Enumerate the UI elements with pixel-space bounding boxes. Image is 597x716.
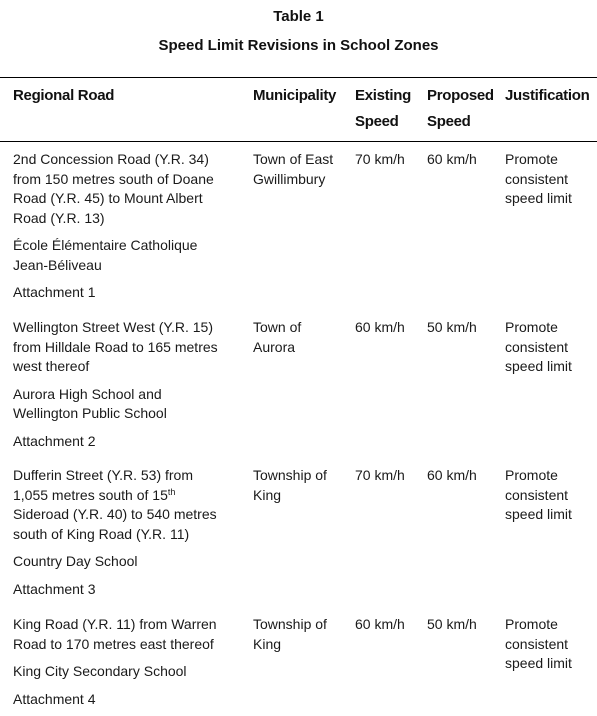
road-line: Road to 170 metres east thereof	[13, 635, 214, 652]
attachment-reference: Attachment 4	[13, 690, 96, 707]
school-line: École Élémentaire Catholique	[13, 237, 198, 253]
road-line: Sideroad (Y.R. 40) to 540 metres	[13, 506, 217, 522]
municipality-cell	[253, 150, 333, 189]
road-line: Wellington Street West (Y.R. 15)	[13, 319, 213, 335]
road-description	[13, 466, 249, 544]
justification-line: speed limit	[505, 358, 572, 374]
road-line: Road (Y.R. 13)	[13, 209, 105, 226]
municipality-line: King	[253, 486, 282, 503]
justification-cell	[505, 318, 572, 377]
justification-line: consistent	[505, 486, 569, 503]
header-bottom-rule	[0, 141, 597, 142]
municipality-cell	[253, 318, 301, 357]
proposed-speed-cell: 50 km/h	[427, 319, 477, 335]
header-proposed-speed	[427, 83, 494, 135]
table-caption: Speed Limit Revisions in School Zones	[158, 37, 439, 54]
proposed-speed-cell: 60 km/h	[427, 467, 477, 483]
municipality-line: King	[253, 635, 282, 652]
justification-line: Promote	[505, 467, 558, 483]
road-line	[13, 486, 249, 506]
municipality-line: Town of	[253, 319, 302, 335]
existing-speed-cell: 70 km/h	[355, 467, 405, 483]
justification-line: consistent	[505, 338, 569, 355]
municipality-line: Gwillimbury	[253, 170, 326, 187]
road-line-text: 1,055 metres south of 15	[13, 486, 168, 503]
header-top-rule	[0, 77, 597, 78]
school-line: Wellington Public School	[13, 405, 167, 421]
header-municipality: Municipality	[253, 87, 337, 104]
road-description	[13, 318, 249, 377]
municipality-line: Township of	[253, 616, 327, 632]
school-name	[13, 236, 249, 275]
header-regional-road: Regional Road	[13, 87, 115, 104]
justification-line: consistent	[505, 170, 569, 187]
header-existing-line1: Existing	[355, 87, 411, 104]
justification-cell	[505, 615, 572, 674]
school-name	[13, 662, 249, 682]
justification-cell	[505, 150, 572, 209]
header-justification: Justification	[505, 87, 590, 104]
justification-line: Promote	[505, 319, 558, 335]
existing-speed-cell: 70 km/h	[355, 151, 405, 167]
justification-line: speed limit	[505, 190, 572, 206]
school-line: Aurora High School and	[13, 385, 162, 402]
existing-speed-cell: 60 km/h	[355, 616, 405, 632]
justification-cell	[505, 466, 572, 525]
school-line: Jean-Béliveau	[13, 256, 102, 273]
municipality-line: Township of	[253, 467, 327, 483]
attachment-reference: Attachment 3	[13, 580, 96, 597]
municipality-cell	[253, 466, 327, 505]
school-line: Country Day School	[13, 553, 138, 569]
justification-line: Promote	[505, 151, 558, 167]
table-row	[13, 150, 249, 303]
header-proposed-line2: Speed	[427, 113, 471, 130]
ordinal-suffix: th	[167, 486, 176, 497]
road-description	[13, 615, 249, 654]
table-row	[13, 615, 249, 709]
existing-speed-cell: 60 km/h	[355, 319, 405, 335]
road-line: Dufferin Street (Y.R. 53) from	[13, 467, 193, 483]
header-existing-speed	[355, 83, 411, 135]
road-line: 2nd Concession Road (Y.R. 34)	[13, 151, 209, 167]
school-line: King City Secondary School	[13, 663, 187, 679]
proposed-speed-cell: 50 km/h	[427, 616, 477, 632]
road-line: from 150 metres south of Doane	[13, 170, 214, 187]
road-line: west thereof	[13, 358, 90, 374]
justification-line: speed limit	[505, 655, 572, 671]
road-description	[13, 150, 249, 228]
municipality-line: Aurora	[253, 338, 296, 355]
road-line: Road (Y.R. 45) to Mount Albert	[13, 190, 203, 206]
road-line: south of King Road (Y.R. 11)	[13, 525, 190, 542]
table-label: Table 1	[273, 8, 324, 25]
header-existing-line2: Speed	[355, 113, 399, 130]
attachment-reference: Attachment 1	[13, 284, 96, 300]
header-proposed-line1: Proposed	[427, 87, 494, 104]
municipality-line: Town of East	[253, 151, 334, 167]
table-row	[13, 466, 249, 599]
justification-line: speed limit	[505, 506, 572, 522]
municipality-cell	[253, 615, 327, 654]
proposed-speed-cell: 60 km/h	[427, 151, 477, 167]
justification-line: Promote	[505, 616, 558, 632]
school-name	[13, 552, 249, 572]
road-line: from Hilldale Road to 165 metres	[13, 338, 218, 355]
attachment-reference: Attachment 2	[13, 432, 96, 449]
school-name	[13, 385, 249, 424]
justification-line: consistent	[505, 635, 569, 652]
road-line: King Road (Y.R. 11) from Warren	[13, 616, 217, 632]
table-row	[13, 318, 249, 451]
